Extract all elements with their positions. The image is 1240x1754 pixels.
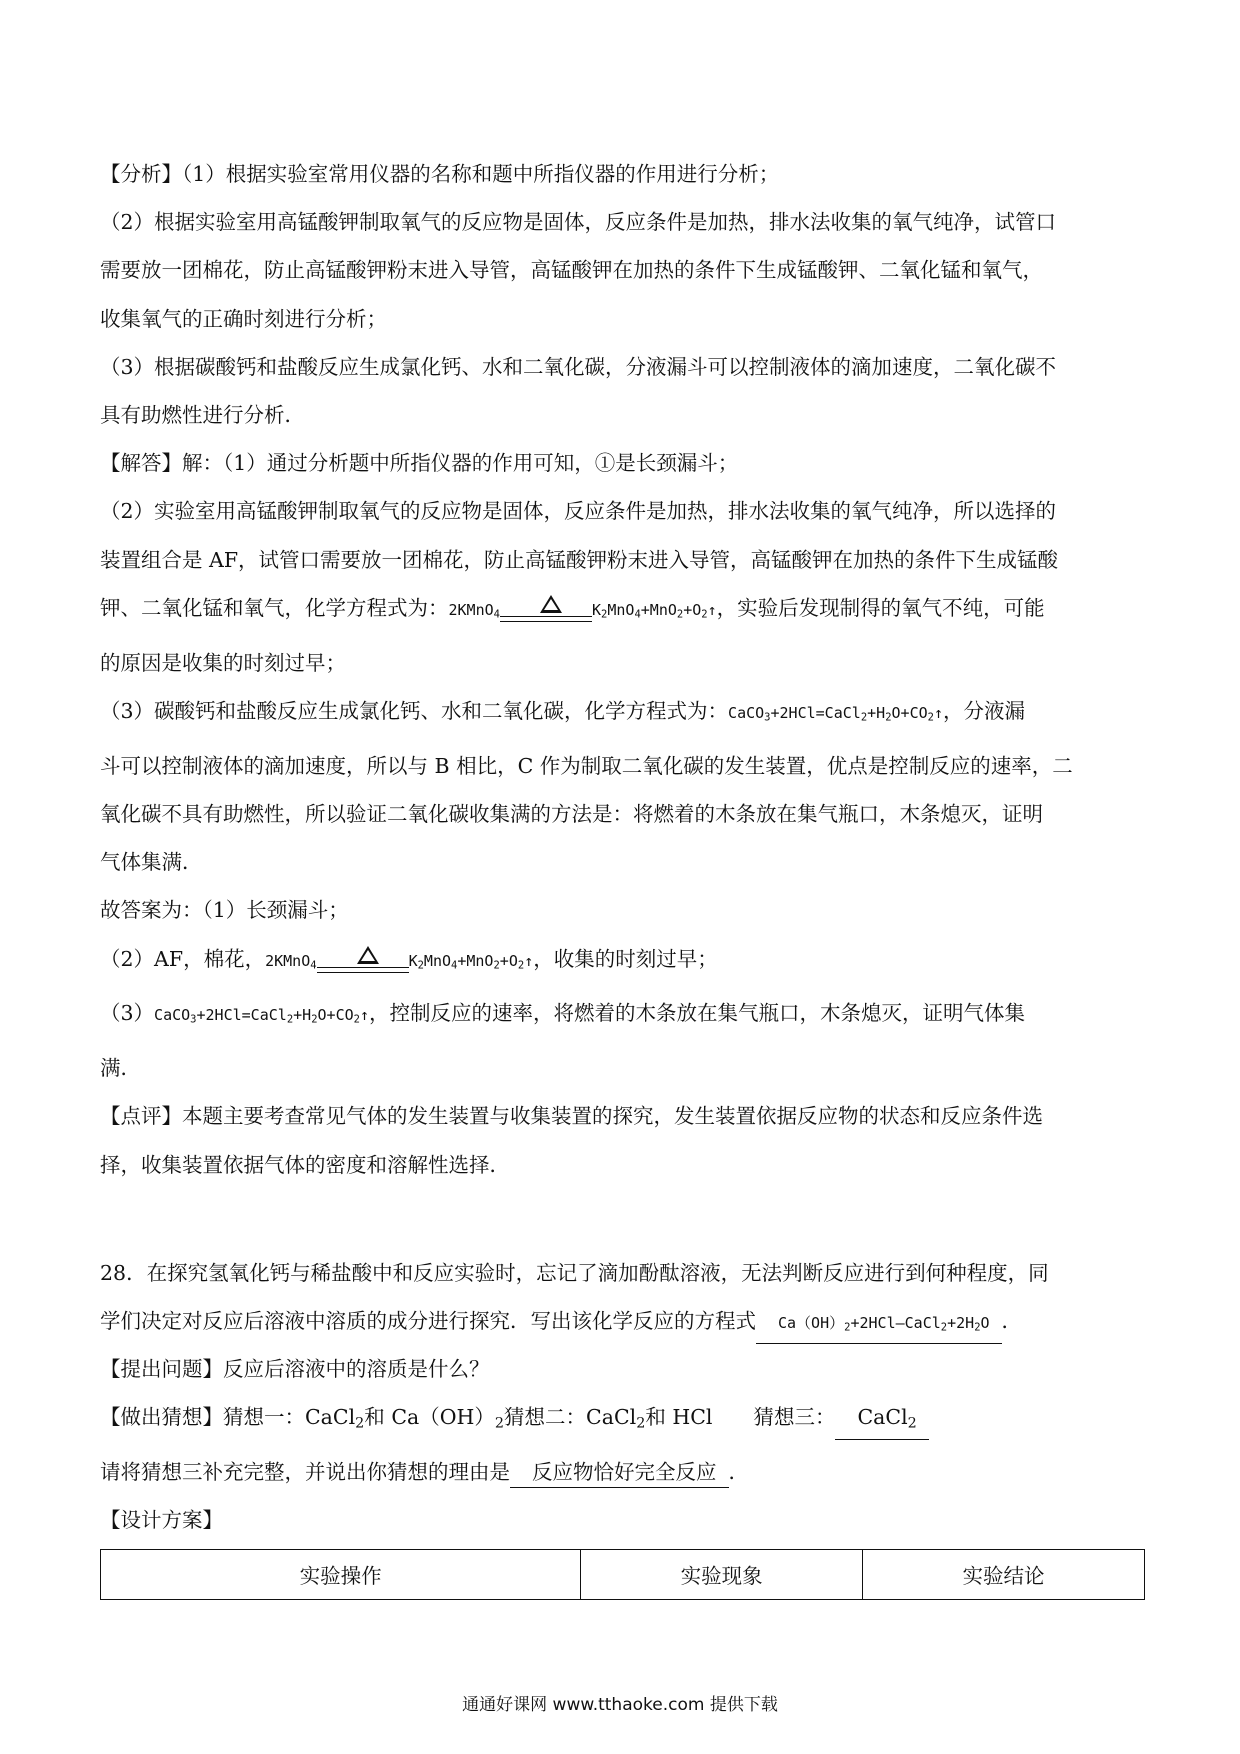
eq-sub: 2 (417, 959, 424, 972)
kmno4-equation-answer (265, 952, 533, 970)
eq-sub: 2 (311, 1013, 318, 1026)
eq-product: K (591, 600, 602, 619)
eq-product: MnO (423, 951, 452, 970)
solution-line-6-pre: （3）碳酸钙和盐酸反应生成氯化钙、水和二氧化碳，化学方程式为： (100, 698, 729, 723)
eq-sub: 4 (310, 959, 317, 972)
solution-line-4-post: ，实验后发现制得的氧气不纯，可能 (716, 595, 1045, 620)
analysis-line-6: 具有助燃性进行分析． (100, 403, 305, 428)
eq-sub: 2 (974, 1321, 981, 1334)
gas-arrow: ↑ (524, 951, 534, 970)
analysis-line-5: （3）根据碳酸钙和盐酸反应生成氯化钙、水和二氧化碳，分液漏斗可以控制液体的滴加速度，二氧化碳不 (100, 354, 1057, 379)
eq-part: +H (867, 703, 886, 722)
answers-line-3-post: ，控制反应的速率，将燃着的木条放在集气瓶口，木条熄灭，证明气体集 (369, 1001, 1026, 1026)
eq-sub: 2 (601, 608, 608, 621)
eq-sub: 3 (190, 1013, 197, 1026)
answers-line-3-pre: （3） (100, 1001, 155, 1026)
eq-sub: 2 (940, 1321, 948, 1334)
analysis-line-2: （2）根据实验室用高锰酸钾制取氧气的反应物是固体，反应条件是加热，排水法收集的氧气纯净，试管口 (100, 210, 1057, 235)
solution-line-2: （2）实验室用高锰酸钾制取氧气的反应物是固体，反应条件是加热，排水法收集的氧气纯净，所以选择的 (100, 499, 1057, 524)
table-header-phenomenon: 实验现象 (581, 1549, 863, 1599)
eq-part: +H (293, 1006, 312, 1025)
solution-line-4-pre: 钾、二氧化锰和氧气，化学方程式为： (100, 595, 449, 620)
eq-sub: 4 (634, 608, 641, 621)
solution-line-3: 装置组合是 AF，试管口需要放一团棉花，防止高锰酸钾粉末进入导管，高锰酸钾在加热的条件下生成锰酸 (100, 547, 1059, 572)
answers-line-4: 满． (100, 1056, 141, 1081)
hypothesis-text: 和 HCl 猜想三： (645, 1405, 836, 1430)
table-header-row (101, 1549, 1145, 1599)
solution-line-4 (100, 584, 1145, 639)
question-28-line-1: 28．在探究氢氧化钙与稀盐酸中和反应实验时，忘记了滴加酚酞溶液，无法判断反应进行到何种程度，同 (100, 1260, 1049, 1285)
eq-sub: 2 (636, 1415, 646, 1432)
hypothesis-text: 和 Ca（OH） (364, 1405, 495, 1430)
comment-line-2: 择，收集装置依据气体的密度和溶解性选择． (100, 1152, 510, 1177)
answers-line-2-pre: （2）AF，棉花， (100, 946, 266, 971)
caco3-equation (728, 704, 943, 722)
solution-line-1: 【解答】解：（1）通过分析题中所指仪器的作用可知，①是长颈漏斗； (100, 451, 739, 476)
eq-sub: 2 (493, 959, 500, 972)
question-prompt: 【提出问题】反应后溶液中的溶质是什么？ (100, 1357, 490, 1382)
eq-part: +2HCl=CaCl (770, 703, 861, 722)
eq-reactant: 2KMnO (265, 951, 311, 970)
eq-sub: 4 (451, 959, 458, 972)
reason-text: 请将猜想三补充完整，并说出你猜想的理由是 (100, 1460, 510, 1485)
reason-answer: 反应物恰好完全反应 (510, 1457, 729, 1488)
reason-line (100, 1448, 1145, 1496)
eq-sub: 2 (860, 711, 868, 724)
eq-part: O+CO (891, 703, 928, 722)
analysis-line-3: 需要放一团棉花，防止高锰酸钾粉末进入导管，高锰酸钾在加热的条件下生成锰酸钾、二氧化锰和氧气， (100, 258, 1043, 283)
solution-line-9: 气体集满． (100, 850, 203, 875)
gas-arrow: ↑ (933, 703, 944, 722)
eq-sub: 2 (885, 711, 892, 724)
eq-part: CaCl (857, 1405, 908, 1430)
eq-sub: 3 (764, 711, 771, 724)
solution-line-6 (100, 687, 1145, 742)
experiment-table (100, 1549, 1145, 1600)
solution-line-5: 的原因是收集的时刻过早； (100, 650, 346, 675)
eq-product: +O (499, 951, 518, 970)
kmno4-equation (449, 601, 717, 619)
question-28-line-2-post: ． (1001, 1308, 1023, 1333)
neutralization-equation-answer (756, 1308, 1002, 1344)
solution-line-7: 斗可以控制液体的滴加速度，所以与 B 相比，C 作为制取二氧化碳的发生装置，优点是控制反应的速率，二 (100, 753, 1073, 778)
analysis-line-1: 【分析】（1）根据实验室常用仪器的名称和题中所指仪器的作用进行分析； (100, 162, 780, 186)
eq-product: K (408, 951, 418, 970)
eq-sub: 4 (493, 608, 500, 621)
hypothesis-3-answer (835, 1402, 928, 1440)
hypothesis-line (100, 1393, 1145, 1448)
eq-part: O (980, 1313, 990, 1332)
eq-part: CaCO (728, 703, 765, 722)
eq-sub: 2 (286, 1013, 294, 1026)
comment-line-1: 【点评】本题主要考查常见气体的发生装置与收集装置的探究，发生装置依据反应物的状态和反应条件选 (100, 1104, 1043, 1129)
eq-sub: 2 (907, 1415, 917, 1432)
heat-condition-icon (317, 946, 409, 976)
eq-sub: 2 (517, 959, 525, 972)
eq-part: +2HCl—CaCl (850, 1313, 941, 1332)
eq-sub: 2 (676, 608, 684, 621)
reason-text: ． (728, 1460, 749, 1485)
answers-line-1: 故答案为：（1）长颈漏斗； (100, 898, 349, 923)
eq-sub: 2 (353, 1013, 360, 1026)
table-header-operation: 实验操作 (101, 1549, 581, 1599)
eq-sub: 2 (927, 711, 934, 724)
eq-sub: 2 (494, 1415, 505, 1432)
eq-product: +MnO (457, 951, 494, 970)
table-header-conclusion: 实验结论 (863, 1549, 1145, 1599)
document-body (100, 150, 1145, 1600)
eq-part: +2HCl=CaCl (196, 1006, 287, 1025)
hypothesis-text: 【做出猜想】猜想一：CaCl (100, 1405, 356, 1430)
eq-part: +2H (947, 1313, 975, 1332)
eq-reactant: 2KMnO (448, 600, 494, 619)
eq-part: O+CO (317, 1006, 354, 1025)
caco3-equation-answer (154, 1006, 369, 1024)
gas-arrow: ↑ (359, 1006, 370, 1025)
eq-product: MnO (607, 600, 635, 619)
page-footer: 通通好课网 www.tthaoke.com 提供下载 (462, 1695, 778, 1715)
eq-sub: 2 (355, 1415, 365, 1432)
question-28-line-2 (100, 1297, 1145, 1345)
eq-product: +O (683, 600, 702, 619)
answers-line-3 (100, 989, 1145, 1044)
solution-line-8: 氧化碳不具有助燃性，所以验证二氧化碳收集满的方法是：将燃着的木条放在集气瓶口，木条熄灭，证明 (100, 801, 1043, 826)
heat-condition-icon (500, 595, 592, 625)
eq-sub: 2 (701, 608, 708, 621)
eq-product: +MnO (640, 600, 677, 619)
design-heading: 【设计方案】 (100, 1508, 223, 1533)
eq-part: Ca（OH） (778, 1313, 845, 1332)
answers-line-2-post: ，收集的时刻过早； (533, 946, 718, 971)
hypothesis-text: 猜想二：CaCl (504, 1405, 637, 1430)
answers-line-2 (100, 935, 1145, 990)
solution-line-6-post: ，分液漏 (943, 698, 1026, 723)
question-28-line-2-pre: 学们决定对反应后溶液中溶质的成分进行探究．写出该化学反应的方程式 (100, 1308, 756, 1333)
eq-part: CaCO (154, 1006, 191, 1025)
analysis-line-4: 收集氧气的正确时刻进行分析； (100, 306, 387, 331)
eq-sub: 2 (844, 1321, 851, 1334)
gas-arrow: ↑ (707, 600, 717, 619)
